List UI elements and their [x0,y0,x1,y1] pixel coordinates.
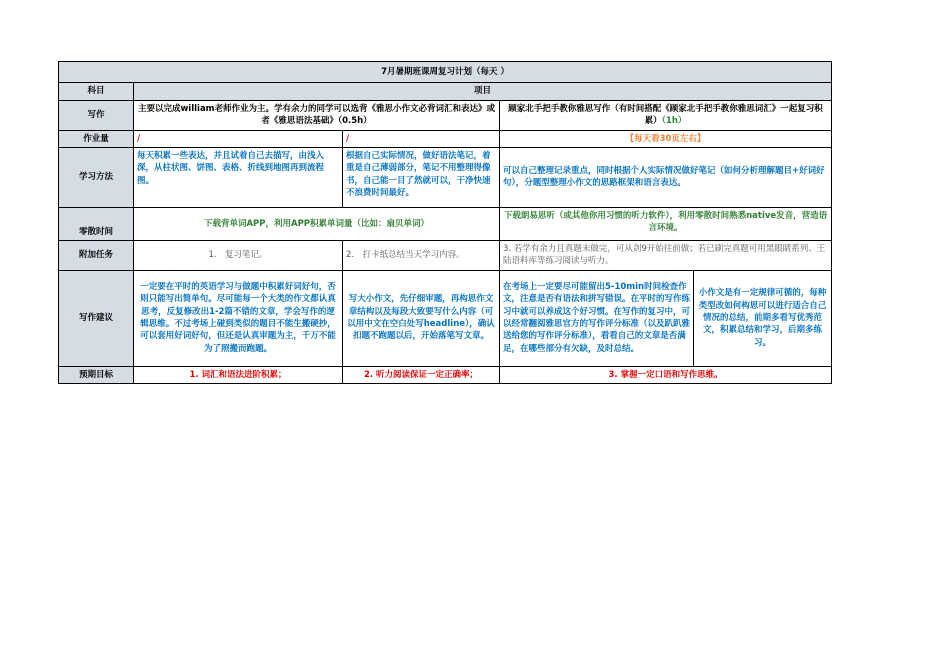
advice-b: 写大小作文，先仔细审题，再构思作文章结构以及每段大致要写什么内容（可以用中文在空白处写headline），确认扣题不跑题以后，开始落笔写文章。 [343,270,500,366]
workload-c: 【每天看30页左右】 [500,130,832,147]
project-header: 项目 [134,83,832,101]
advice-row [59,270,832,366]
workload-label: 作业量 [59,130,134,147]
method-c: 可以自己整理记录重点，同时根据个人实际情况做好笔记（如何分析理解题目+好词好句），分题型整理小作文的思路框架和语言表达。 [500,147,832,207]
extra-c: 3. 若学有余力且真题未做完，可从剑9开始往前做；若已刷完真题可用黑眼睛系列、王陆语料库等练习阅读与听力。 [500,240,832,270]
extra-label: 附加任务 [59,240,134,270]
header-row [59,83,832,101]
writing-left: 主要以完成william老师作业为主。学有余力的同学可以选背《雅思小作文必背词汇和表达》或者《雅思语法基础》（0.5h） [134,101,500,131]
workload-a: / [134,130,343,147]
writing-right-main: 顾家北手把手教你雅思写作（有时间搭配《顾家北手把手教你雅思词汇》一起复习积累） [508,104,823,127]
title-row [59,62,832,83]
plan-title: 7月暑期班课周复习计划（每天 ） [59,62,832,83]
writing-label: 写作 [59,101,134,131]
goals-b: 2. 听力阅读保证一定正确率； [343,366,500,383]
spare-label: 零散时间 [59,207,134,240]
writing-right-time: （1h） [661,116,687,127]
spare-row [59,207,832,240]
extra-row [59,240,832,270]
advice-d: 小作文是有一定规律可循的，每种类型改如何构思可以进行适合自己情况的总结，前期多看写优秀范文，积累总结和学习，后期多练习。 [694,270,832,366]
writing-right [500,101,832,131]
goals-c: 3. 掌握一定口语和写作思维。 [500,366,832,383]
spare-right: 下载朗易思听（或其他你用习惯的听力软件），利用零散时间熟悉native发音，营造语言环境。 [500,207,832,240]
method-label: 学习方法 [59,147,134,207]
workload-row [59,130,832,147]
method-row [59,147,832,207]
extra-a: 1. 复习笔记。 [134,240,343,270]
subject-header: 科目 [59,83,134,101]
review-plan-table [58,61,832,384]
method-a: 每天积累一些表达，并且试着自己去描写，由浅入深，从柱状图、饼图、表格、折线到地图再到流程图。 [134,147,343,207]
extra-b: 2. 打卡纸总结当天学习内容。 [343,240,500,270]
writing-row [59,101,832,131]
workload-b: / [343,130,500,147]
spare-left: 下载背单词APP，利用APP积累单词量（比如：扇贝单词） [134,207,500,240]
method-b: 根据自己实际情况，做好语法笔记，着重是自己薄弱部分，笔记不用整理得像书，自己能一目了然就可以，干净快速不浪费时间最好。 [343,147,500,207]
goals-label: 预期目标 [59,366,134,383]
goals-a: 1. 词汇和语法进阶积累； [134,366,343,383]
goals-row [59,366,832,383]
advice-label: 写作建议 [59,270,134,366]
advice-a: 一定要在平时的英语学习与做题中积累好词好句，否则只能写出简单句。尽可能每一个大类的作文都认真思考，反复修改出1-2篇不错的文章，学会写作的逻辑思维。不过考场上碰到类似的题目不能生搬硬抄，可以套用好词好句，但还是认真审题为主，千万不能为了照搬而跑题。 [134,270,343,366]
advice-c: 在考场上一定要尽可能留出5-10min时间检查作文，注意是否有语法和拼写错误。在平时的写作练习中就可以养成这个好习惯。在写作的复习中，可以经常翻阅雅思官方的写作评分标准（以及趴趴雅送给您的写作评分标准），看看自己的文章是否满足，在哪些部分有欠缺，及时总结。 [500,270,694,366]
